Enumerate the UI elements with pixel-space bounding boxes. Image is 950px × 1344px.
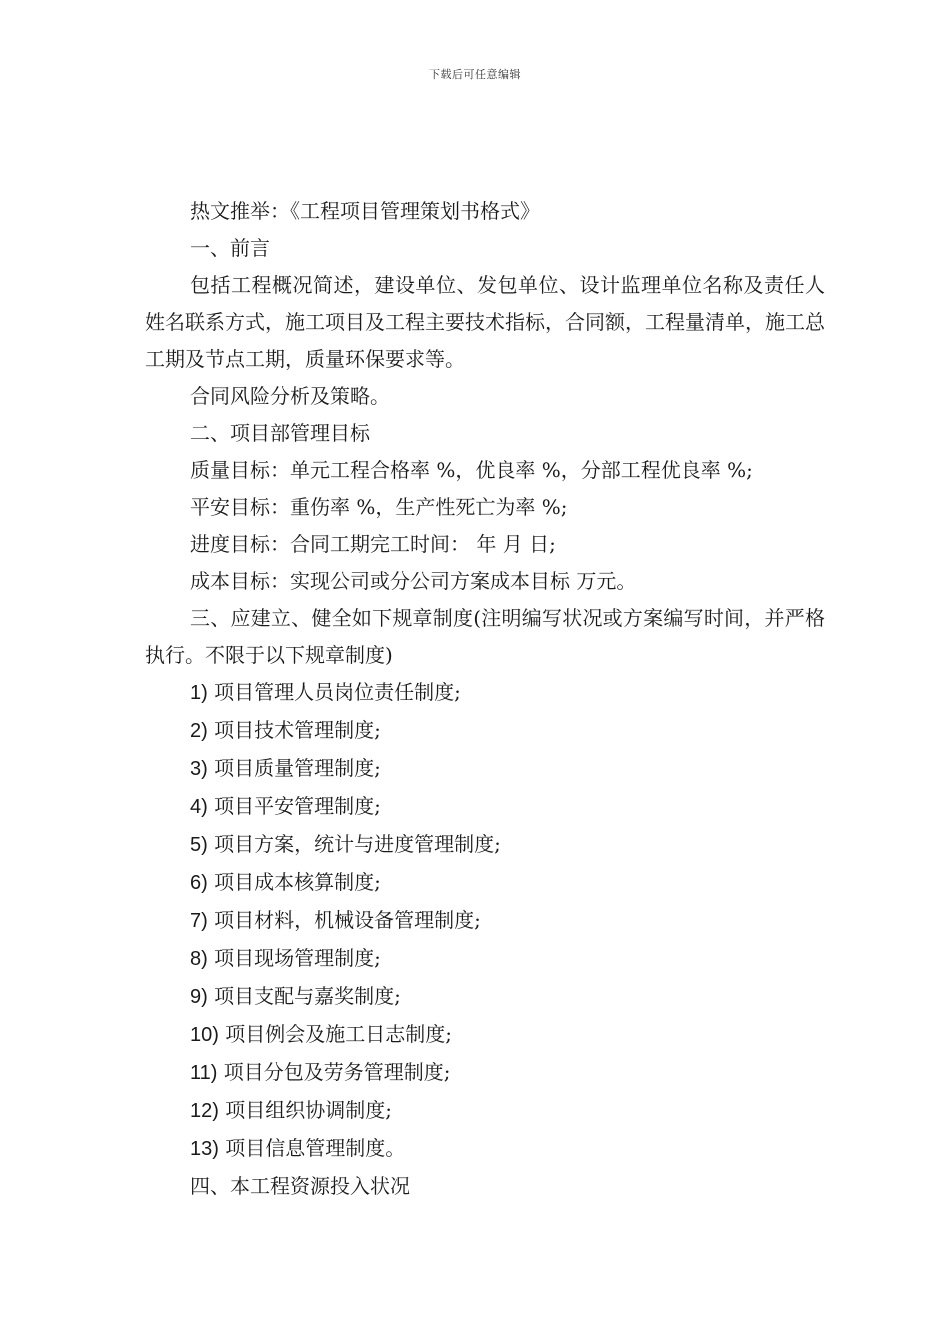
list-item: 2) 项目技术管理制度; (190, 718, 381, 742)
section-heading-rules: 三、应建立、健全如下规章制度(注明编写状况或方案编写时间，并严格执行。不限于以下规章制度) (145, 606, 825, 667)
quality-goal-line: 质量目标：单元工程合格率 %，优良率 %，分部工程优良率 %; (190, 458, 753, 482)
list-item: 7) 项目材料，机械设备管理制度; (190, 908, 481, 932)
page-header: 下载后可任意编辑 (429, 68, 521, 81)
risk-analysis-line: 合同风险分析及策略。 (190, 384, 390, 408)
list-item: 9) 项目支配与嘉奖制度; (190, 984, 401, 1008)
list-item: 12) 项目组织协调制度; (190, 1098, 393, 1122)
section-heading-resources: 四、本工程资源投入状况 (190, 1174, 410, 1198)
list-item: 10) 项目例会及施工日志制度; (190, 1022, 453, 1046)
list-item: 8) 项目现场管理制度; (190, 946, 381, 970)
preface-paragraph: 包括工程概况简述，建设单位、发包单位、设计监理单位名称及责任人姓名联系方式，施工项目及工程主要技术指标，合同额，工程量清单，施工总工期及节点工期，质量环保要求等。 (145, 273, 825, 371)
schedule-goal-line: 进度目标：合同工期完工时间： 年 月 日; (190, 532, 556, 556)
document-body (145, 193, 825, 1205)
recommendation-line: 热文推举：《工程项目管理策划书格式》 (190, 199, 540, 223)
list-item: 6) 项目成本核算制度; (190, 870, 381, 894)
list-item: 5) 项目方案，统计与进度管理制度; (190, 832, 501, 856)
list-item: 13) 项目信息管理制度。 (190, 1136, 406, 1160)
list-item: 4) 项目平安管理制度; (190, 794, 381, 818)
list-item: 1) 项目管理人员岗位责任制度; (190, 680, 461, 704)
section-heading-preface: 一、前言 (190, 236, 270, 260)
safety-goal-line: 平安目标：重伤率 %，生产性死亡为率 %; (190, 495, 568, 519)
cost-goal-line: 成本目标：实现公司或分公司方案成本目标 万元。 (190, 569, 637, 593)
list-item: 11) 项目分包及劳务管理制度; (190, 1060, 451, 1084)
section-heading-goals: 二、项目部管理目标 (190, 421, 370, 445)
list-item: 3) 项目质量管理制度; (190, 756, 381, 780)
